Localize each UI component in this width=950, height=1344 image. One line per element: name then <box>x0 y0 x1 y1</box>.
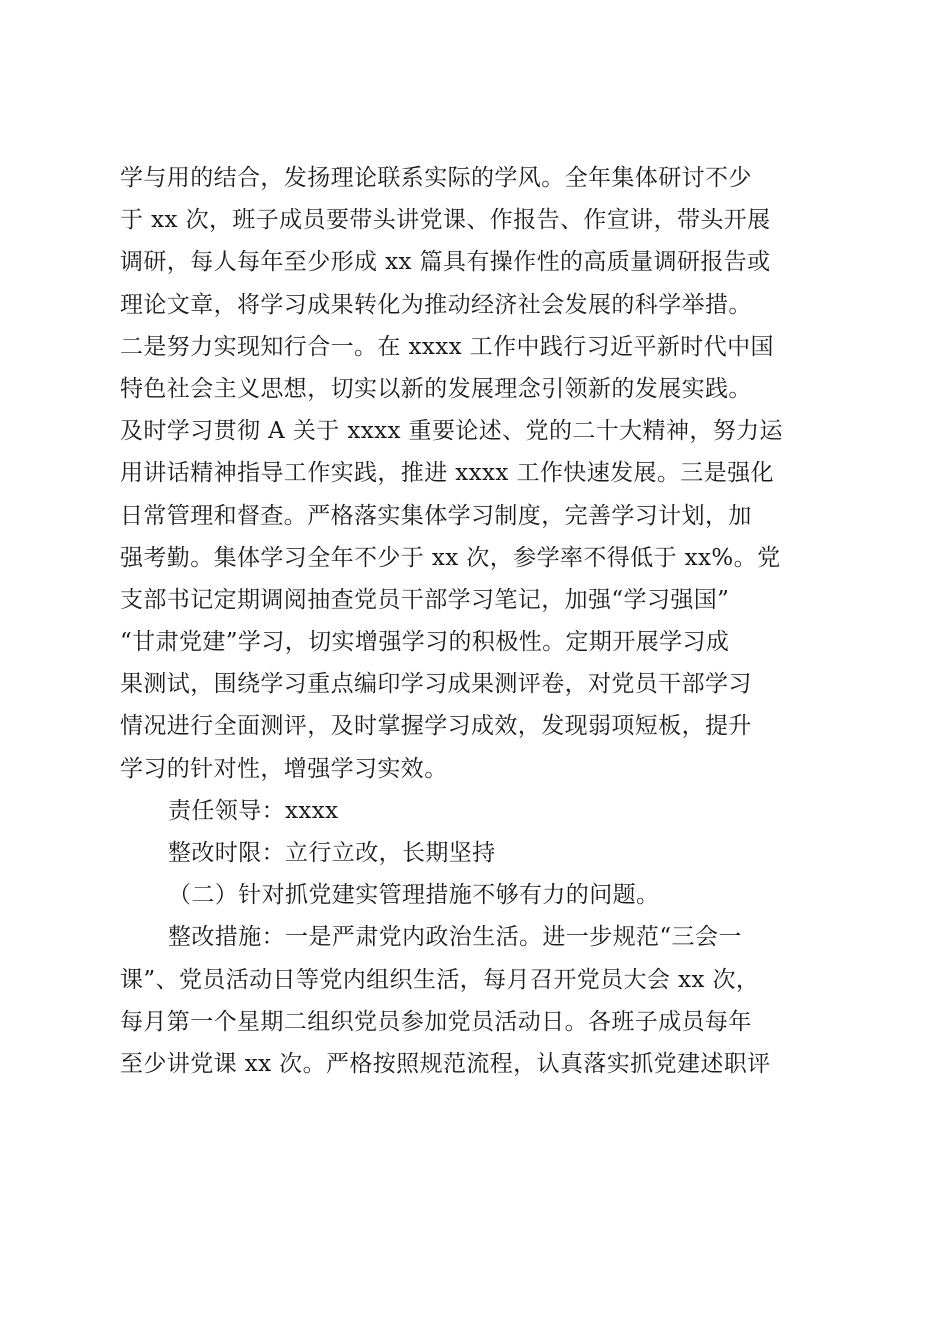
paragraph-rectification-measures <box>120 916 832 1085</box>
document-body <box>120 157 832 1085</box>
text-line: 至少讲党课 xx 次。严格按照规范流程，认真落实抓党建述职评 <box>120 1050 771 1077</box>
text-line: 学与用的结合，发扬理论联系实际的学风。全年集体研讨不少 <box>120 165 752 191</box>
text-line: 学习的针对性，增强学习实效。 <box>120 755 448 782</box>
text-line: 二是努力实现知行合一。在 xxxx 工作中践行习近平新时代中国 <box>120 333 774 360</box>
text-line: “甘肃党建”学习，切实增强学习的积极性。定期开展学习成 <box>120 629 730 656</box>
text-line: 情况进行全面测评，及时掌握学习成效，发现弱项短板，提升 <box>120 713 752 740</box>
text-line: 课”、党员活动日等党内组织生活，每月召开党员大会 xx 次， <box>120 966 760 993</box>
text-line: 支部书记定期调阅抽查党员干部学习笔记，加强“学习强国” <box>120 586 730 613</box>
rectification-deadline: 整改时限：立行立改，长期坚持 <box>168 840 496 866</box>
text-line: 于 xx 次，班子成员要带头讲党课、作报告、作宣讲，带头开展 <box>120 207 771 234</box>
text-line: 理论文章，将学习成果转化为推动经济社会发展的科学举措。 <box>120 291 752 318</box>
paragraph-study-measures <box>120 157 832 790</box>
text-line: 用讲话精神指导工作实践，推进 xxxx 工作快速发展。三是强化 <box>120 460 774 487</box>
text-line: 每月第一个星期二组织党员参加党员活动日。各班子成员每年 <box>120 1008 752 1035</box>
text-line: 整改措施：一是严肃党内政治生活。进一步规范“三会一 <box>168 924 742 951</box>
text-line: 调研，每人每年至少形成 xx 篇具有操作性的高质量调研报告或 <box>120 249 771 276</box>
section-heading: （二）针对抓党建实管理措施不够有力的问题。 <box>168 882 660 909</box>
text-line: 及时学习贯彻 A 关于 xxxx 重要论述、党的二十大精神，努力运 <box>120 418 783 445</box>
responsible-leader: 责任领导：xxxx <box>168 797 339 824</box>
text-line: 强考勤。集体学习全年不少于 xx 次，参学率不得低于 xx%。党 <box>120 544 781 571</box>
text-line: 果测试，围绕学习重点编印学习成果测评卷，对党员干部学习 <box>120 671 752 698</box>
text-line: 日常管理和督查。严格落实集体学习制度，完善学习计划，加 <box>120 502 752 529</box>
text-line: 特色社会主义思想，切实以新的发展理念引领新的发展实践。 <box>120 375 752 402</box>
